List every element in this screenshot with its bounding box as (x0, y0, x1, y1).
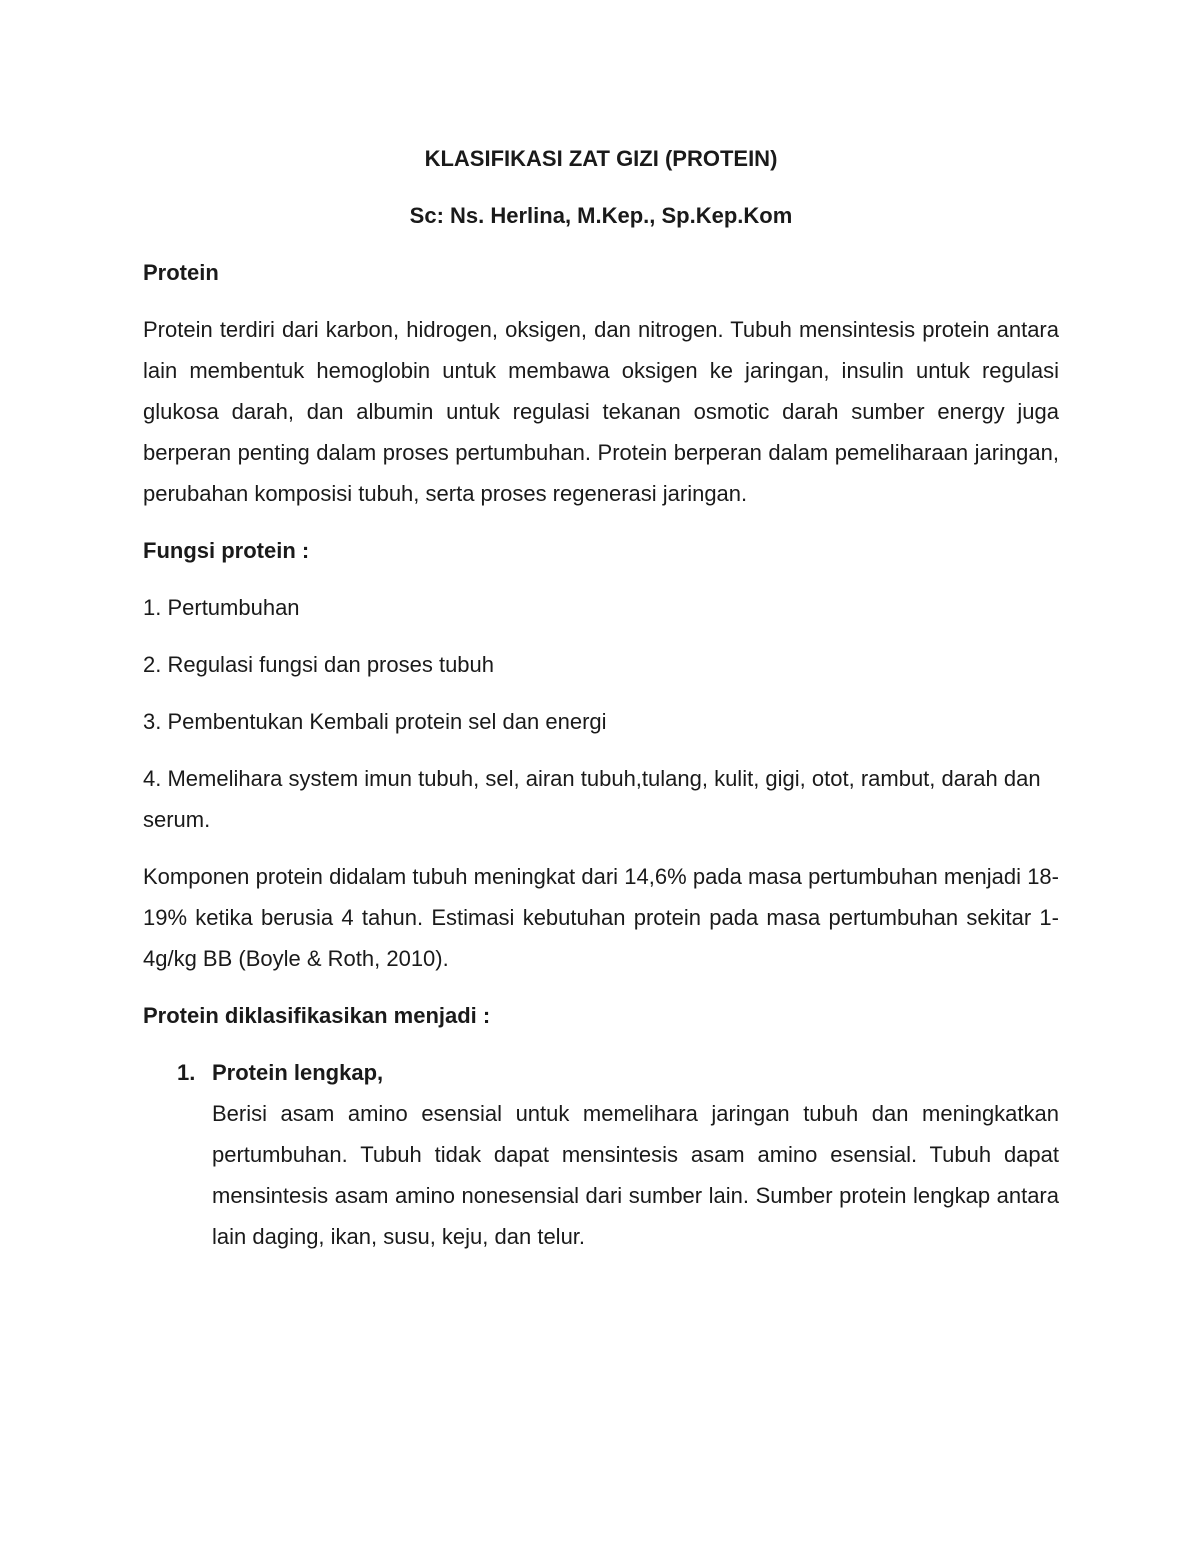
function-item: 2. Regulasi fungsi dan proses tubuh (143, 652, 495, 677)
function-item: 1. Pertumbuhan (143, 595, 300, 620)
document-title: KLASIFIKASI ZAT GIZI (PROTEIN) (424, 146, 778, 171)
functions-heading: Fungsi protein : (143, 538, 310, 563)
classification-number: 1. (177, 1060, 196, 1085)
classification-heading: Protein diklasifikasikan menjadi : (143, 1003, 491, 1028)
document-content (143, 138, 1059, 1257)
document-author: Sc: Ns. Herlina, M.Kep., Sp.Kep.Kom (409, 203, 793, 228)
component-paragraph: Komponen protein didalam tubuh meningkat dari 14,6% pada masa pertumbuhan menjadi 18-19% ketika berusia 4 tahun. Estimasi kebutuhan protein pada masa pertumbuhan sekitar 1-4g/kg BB (Boyle & Roth, 2010). (143, 864, 1059, 971)
intro-paragraph: Protein terdiri dari karbon, hidrogen, oksigen, dan nitrogen. Tubuh mensintesis protein antara lain membentuk hemoglobin untuk membawa oksigen ke jaringan, insulin untuk regulasi glukosa darah, dan albumin untuk regulasi tekanan osmotic darah sumber energy juga berperan penting dalam proses pertumbuhan. Protein berperan dalam pemeliharaan jaringan, perubahan komposisi tubuh, serta proses regenerasi jaringan. (143, 317, 1059, 506)
section-heading-protein: Protein (143, 260, 219, 285)
classification-item (143, 1052, 1059, 1257)
classification-title: Protein lengkap, (212, 1060, 384, 1085)
function-item: 3. Pembentukan Kembali protein sel dan energi (143, 709, 607, 734)
classification-body: Berisi asam amino esensial untuk memelihara jaringan tubuh dan meningkatkan pertumbuhan. Tubuh tidak dapat mensintesis asam amino esensial. Tubuh dapat mensintesis asam amino nonesensial dari sumber lain. Sumber protein lengkap antara lain daging, ikan, susu, keju, dan telur. (212, 1101, 1059, 1249)
function-item: 4. Memelihara system imun tubuh, sel, airan tubuh,tulang, kulit, gigi, otot, rambut, darah dan serum. (143, 766, 1041, 832)
